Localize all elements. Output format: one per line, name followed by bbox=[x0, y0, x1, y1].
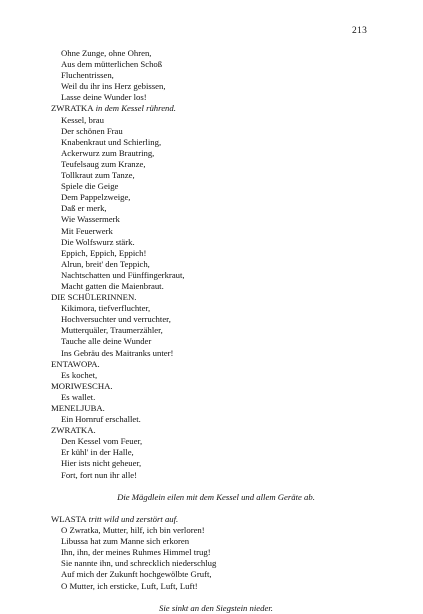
drama-text bbox=[51, 48, 381, 614]
speaker-name: ZWRATKA bbox=[51, 103, 94, 114]
stage-direction: Die Mägdlein eilen mit dem Kessel und allem Geräte ab. bbox=[117, 491, 315, 502]
spacer bbox=[51, 481, 381, 492]
page-number: 213 bbox=[352, 26, 368, 36]
verse-line: Es wallet. bbox=[61, 391, 96, 402]
verse-line: Aus dem mütterlichen Schoß bbox=[61, 59, 163, 70]
verse-line: Tollkraut zum Tanze, bbox=[61, 170, 135, 181]
verse-line: Ackerwurz zum Brautring, bbox=[61, 147, 155, 158]
verse-line: Libussa hat zum Manne sich erkoren bbox=[61, 536, 190, 547]
verse-line: O Mutter, ich ersticke, Luft, Luft, Luft! bbox=[61, 580, 198, 591]
verse-line: Ohne Zunge, ohne Ohren, bbox=[61, 48, 152, 58]
verse-line: Hochversuchter und verruchter, bbox=[61, 314, 171, 325]
verse-line: Wie Wassermerk bbox=[61, 214, 120, 225]
verse-line: Ins Gebräu des Maitranks unter! bbox=[61, 347, 174, 358]
speaker-direction: in dem Kessel rührend. bbox=[93, 103, 176, 114]
verse-line: Nachtschatten und Fünffingerkraut, bbox=[61, 269, 185, 280]
speaker-name: MENELJUBA. bbox=[51, 403, 105, 413]
verse-line: Ein Hornruf erschallet. bbox=[61, 414, 141, 425]
speaker-line bbox=[51, 381, 381, 392]
verse-line: Knabenkraut und Schierling, bbox=[61, 136, 162, 147]
verse-line: Lasse deine Wunder los! bbox=[61, 92, 147, 103]
verse-line: Hier ists nicht geheuer, bbox=[61, 458, 142, 469]
verse-line: Fort, fort nun ihr alle! bbox=[61, 469, 137, 480]
verse-line: Eppich, Eppich, Eppich! bbox=[61, 247, 147, 258]
speaker-line bbox=[51, 103, 381, 114]
verse-line: Teufelsaug zum Kranze, bbox=[61, 158, 146, 169]
verse-line: Der schönen Frau bbox=[61, 125, 123, 136]
speaker-name: WLASTA bbox=[51, 513, 87, 524]
verse-line: O Zwratka, Mutter, hilf, ich bin verloren! bbox=[61, 525, 205, 536]
speaker-line bbox=[51, 359, 381, 370]
speaker-name: ENTAWOPA. bbox=[51, 358, 100, 369]
verse-line: Kikimora, tiefverfluchter, bbox=[61, 303, 151, 314]
speaker-line bbox=[51, 425, 381, 436]
verse-line: Fluchentrissen, bbox=[61, 70, 114, 81]
speaker-line bbox=[51, 514, 381, 525]
verse-line: Macht gatten die Maienbraut. bbox=[61, 280, 164, 291]
speaker-name: ZWRATKA. bbox=[51, 425, 96, 436]
spacer bbox=[51, 592, 381, 603]
verse-line: Ihn, ihn, der meines Ruhmes Himmel trug! bbox=[61, 547, 211, 558]
speaker-direction: tritt wild und zerstört auf. bbox=[86, 513, 179, 524]
speaker-name: DIE SCHÜLERINNEN. bbox=[51, 292, 137, 303]
verse-line: Daß er merk, bbox=[61, 203, 107, 214]
verse-line: Sie nannte ihn, und schrecklich niederschlug bbox=[61, 558, 217, 569]
speaker-name: MORIWESCHA. bbox=[51, 380, 113, 391]
verse-line: Die Wolfswurz stärk. bbox=[61, 236, 135, 247]
verse-line: Er kühl' in der Halle, bbox=[61, 447, 134, 458]
verse-line: Dem Pappelzweige, bbox=[61, 192, 131, 203]
speaker-line bbox=[51, 292, 381, 303]
verse-line: Weil du ihr ins Herz gebissen, bbox=[61, 81, 166, 92]
verse-line: Es kochet, bbox=[61, 369, 98, 380]
verse-line: Mutterquäler, Traumerzähler, bbox=[61, 325, 163, 336]
verse-line: Tauche alle deine Wunder bbox=[61, 336, 152, 347]
verse-line: Mit Feuerwerk bbox=[61, 225, 113, 236]
verse-line: Den Kessel vom Feuer, bbox=[61, 436, 143, 447]
stage-direction: Sie sinkt an den Siegstein nieder. bbox=[159, 602, 273, 613]
verse-line: Alrun, breit' den Teppich, bbox=[61, 258, 150, 269]
verse-line: Spiele die Geige bbox=[61, 181, 119, 192]
speaker-line bbox=[51, 403, 381, 414]
verse-line: Auf mich der Zukunft hochgewölbte Gruft, bbox=[61, 569, 212, 580]
spacer bbox=[51, 503, 381, 514]
verse-line: Kessel, brau bbox=[61, 114, 104, 125]
